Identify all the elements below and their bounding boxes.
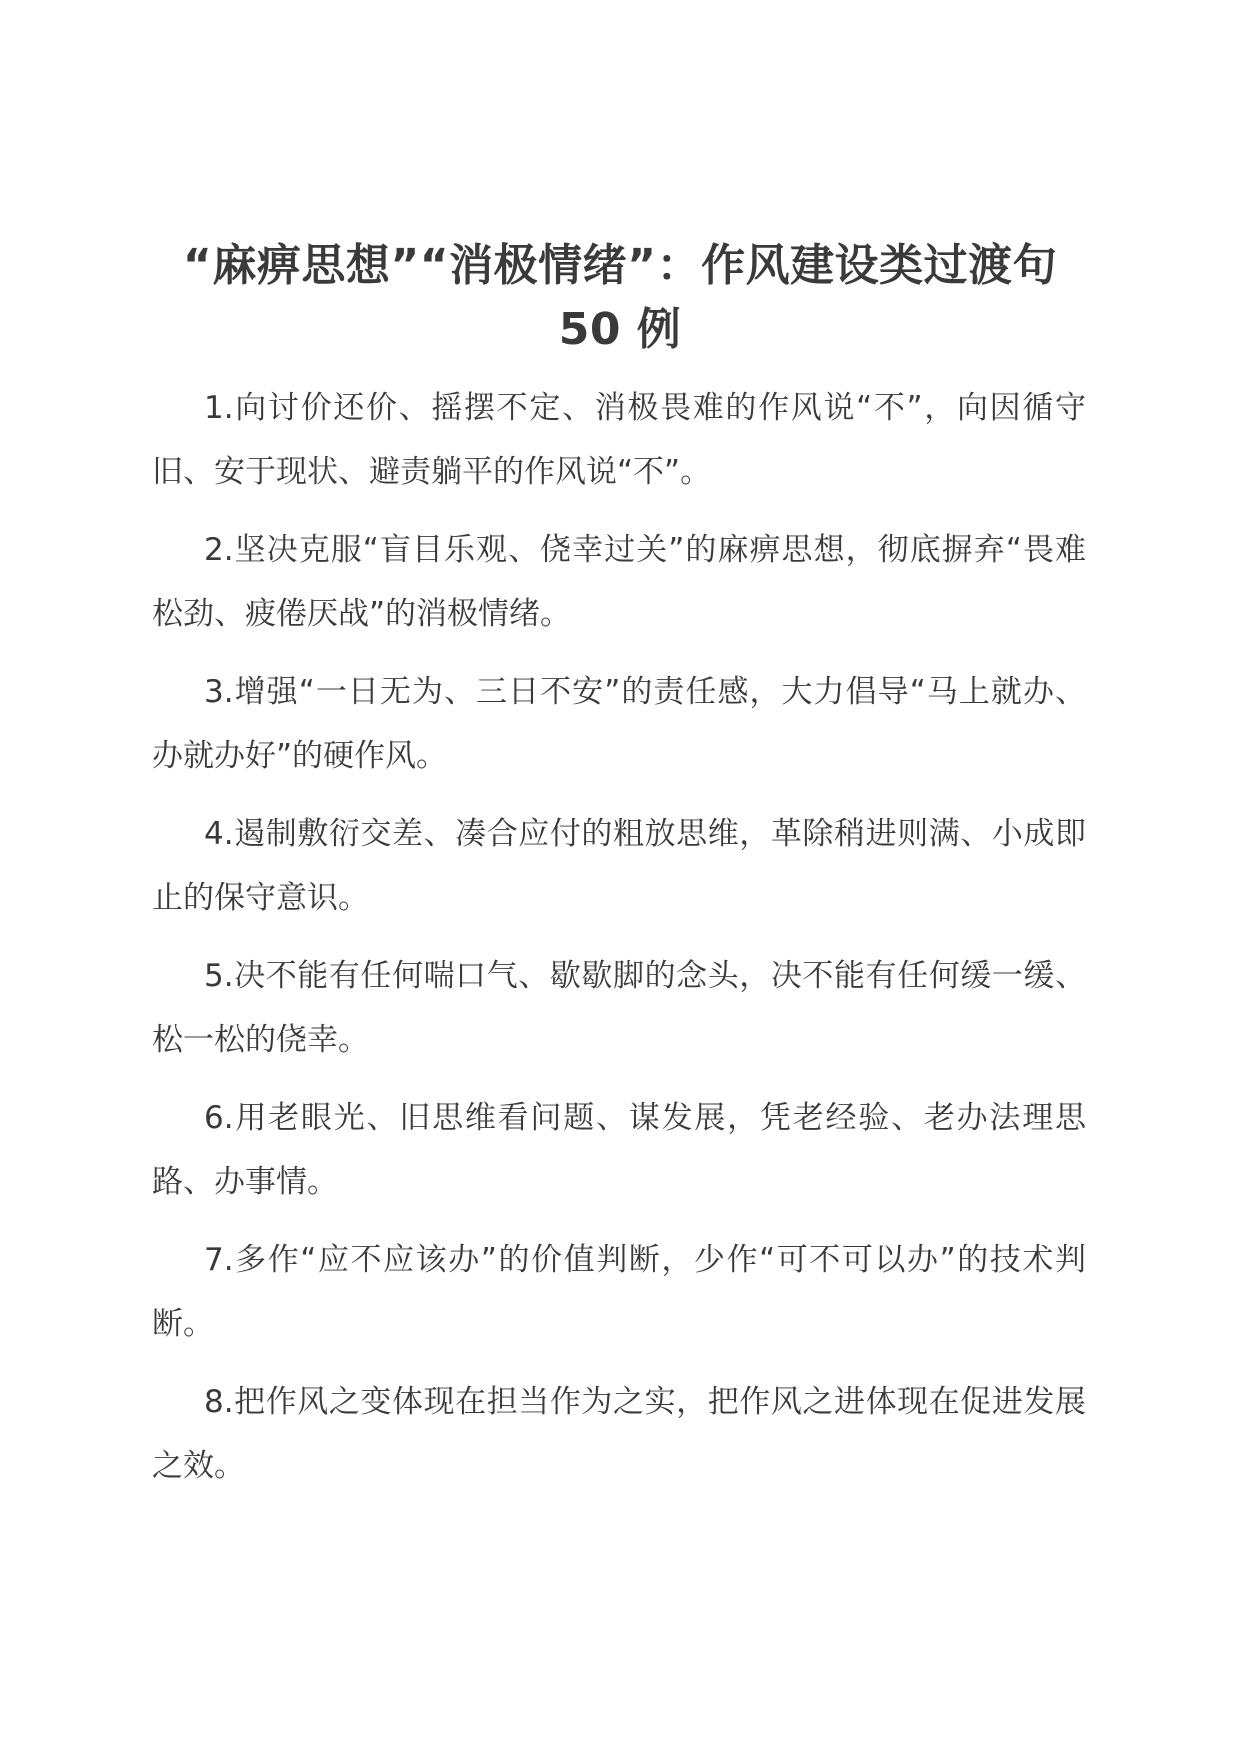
paragraph-4: 4.遏制敷衍交差、凑合应付的粗放思维，革除稍进则满、小成即止的保守意识。 xyxy=(152,816,1086,916)
document-body xyxy=(152,376,1086,1512)
paragraph-6: 6.用老眼光、旧思维看问题、谋发展，凭老经验、老办法理思路、办事情。 xyxy=(152,1100,1086,1200)
paragraph-3: 3.增强“一日无为、三日不安”的责任感，大力倡导“马上就办、办就办好”的硬作风。 xyxy=(152,674,1086,774)
paragraph-1: 1.向讨价还价、摇摆不定、消极畏难的作风说“不”，向因循守旧、安于现状、避责躺平的作风说“不”。 xyxy=(152,390,1086,490)
paragraph-5: 5.决不能有任何喘口气、歇歇脚的念头，决不能有任何缓一缓、松一松的侥幸。 xyxy=(152,958,1086,1058)
document-title: “麻痹思想”“消极情绪”：作风建设类过渡句 50 例 xyxy=(182,240,1058,355)
paragraph-7: 7.多作“应不应该办”的价值判断，少作“可不可以办”的技术判断。 xyxy=(152,1242,1086,1342)
paragraph-2: 2.坚决克服“盲目乐观、侥幸过关”的麻痹思想，彻底摒弃“畏难松劲、疲倦厌战”的消极情绪。 xyxy=(152,532,1086,632)
paragraph-8: 8.把作风之变体现在担当作为之实，把作风之进体现在促进发展之效。 xyxy=(152,1384,1086,1484)
